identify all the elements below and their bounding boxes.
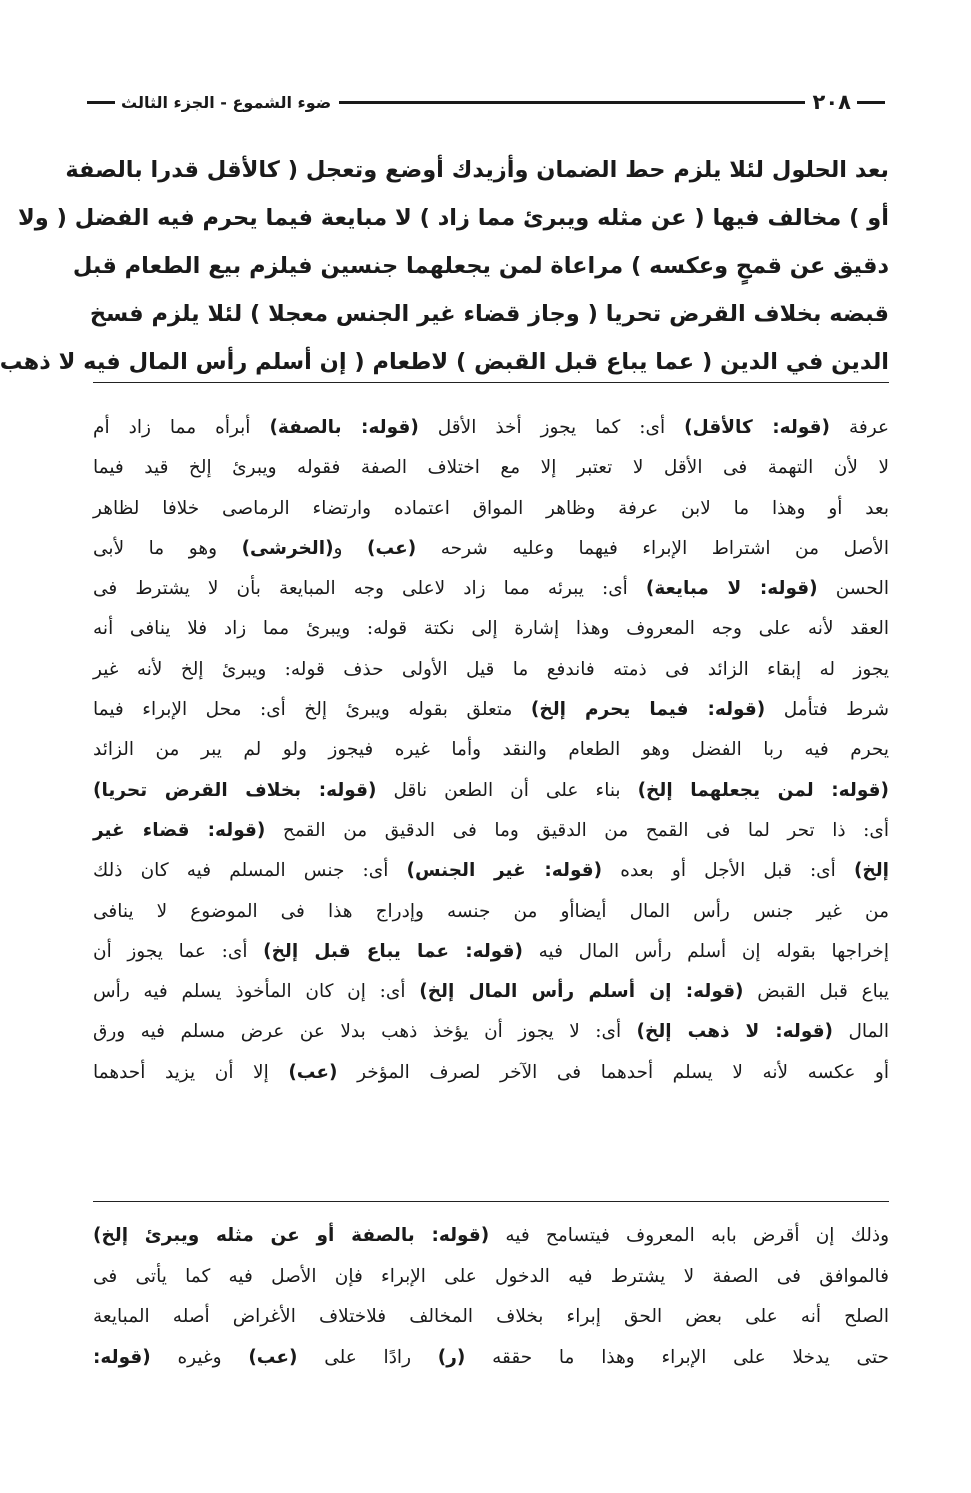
commentary-line	[93, 932, 889, 972]
text-run: الصلح أنه على بعض الحق إبراء بخلاف المخالف فلاختلاف الأغراض أصله المبايعة	[93, 1306, 889, 1327]
header-dash	[857, 101, 885, 104]
text-run: بناء على أن الطعن ناقل	[376, 779, 638, 801]
section-divider	[93, 382, 889, 383]
footnote-line	[93, 1297, 889, 1338]
commentary-line	[93, 851, 889, 891]
bold-citation: (قوله: فيما يحرم إلخ)	[530, 699, 766, 721]
bold-citation: (قوله: لمن يجعلهما إلخ)	[637, 779, 889, 801]
bold-citation: (قوله: بخلاف القرض تحريا)	[93, 779, 377, 801]
text-run: أى: يبرئه مما زاد لاعلى وجه المبايعة بأن لا يشترط فى	[93, 578, 646, 600]
commentary-line	[93, 892, 889, 932]
main-text-line: أو ) مخالف فيها ( عن مثله ويبرئ مما زاد ) لا مبايعة فيما يحرم فيه الفضل ( ولا	[18, 205, 889, 231]
text-run: يباع قبل القبض	[743, 981, 889, 1003]
commentary-line	[93, 569, 889, 609]
commentary-line	[93, 771, 889, 811]
text-run: و	[333, 537, 368, 559]
page-number: ٢٠٨	[812, 90, 851, 114]
bold-citation: (قوله:	[93, 1346, 151, 1368]
text-run: أى: عما يجوز أن	[93, 940, 264, 962]
commentary-line	[93, 730, 889, 770]
text-run: عرفة	[830, 417, 890, 438]
commentary-line	[93, 811, 889, 851]
text-run: بعد أو وهذا ما لابن عرفة وظاهر المواق اعتماده وارتضاء الرماصى خلافا لظاهر	[93, 497, 889, 519]
commentary-line	[93, 489, 889, 529]
text-run: يجوز له إبقاء الزائد فى ذمته فاندفع ما قيل الأولى حذف قوله: ويبرئ إلخ لأنه غير	[93, 658, 889, 680]
bold-citation: (قوله: عما يباع قبل إلخ)	[263, 940, 523, 962]
text-run: العقد لأنه على وجه المعروف وهذا إشارة إلى نكتة قوله: ويبرئ مما زاد فلا ينافى أنه	[93, 618, 889, 640]
commentary-line	[93, 972, 889, 1012]
main-text-line: بعد الحلول لئلا يلزم حط الضمان وأزيدك أوضع وتعجل ( كالأقل قدرا بالصفة	[65, 157, 889, 183]
commentary-line	[93, 529, 889, 569]
bold-citation: إلخ)	[853, 860, 890, 882]
header-rule	[339, 101, 804, 104]
text-run: الحسن	[817, 578, 890, 600]
text-run: أى: إن كان المأخوذ يسلم فيه رأس	[93, 981, 420, 1003]
commentary-line	[93, 690, 889, 730]
text-run: رادًا على	[297, 1346, 438, 1368]
footnote-text	[93, 1216, 889, 1378]
text-run: متعلق بقوله ويبرئ إلخ أى: محل الإبراء فيما	[93, 699, 531, 721]
bold-citation: (قوله: بالصفة)	[269, 417, 419, 438]
text-run: المال	[833, 1021, 890, 1043]
text-run: أى: ذا تحر لما فى القمح من الدقيق وما فى الدقيق من القمح	[265, 819, 889, 841]
bold-citation: (الخرشى)	[241, 537, 334, 559]
main-text	[0, 146, 889, 386]
bold-citation: (قوله: كالأقل)	[684, 417, 831, 438]
text-run: وهو ما لأبى	[93, 537, 242, 559]
bold-citation: (قوله: بالصفة أو عن مثله ويبرئ إلخ)	[93, 1225, 490, 1246]
text-run: إلا أن يزيد أحدهما	[93, 1061, 289, 1083]
text-run: وغيره	[150, 1346, 249, 1368]
bold-citation: (عب)	[367, 537, 417, 559]
text-run: أو عكسه لأنه لا يسلم أحدهما فى الآخر لصرف المؤخر	[337, 1061, 890, 1083]
commentary-line	[93, 1053, 889, 1093]
bold-citation: (قوله: إن أسلم رأس المال إلخ)	[419, 981, 744, 1003]
commentary-line	[93, 448, 889, 488]
commentary-line	[93, 609, 889, 649]
bold-citation: (قوله: لا ذهب إلخ)	[636, 1021, 834, 1043]
text-run: يحرم فيه ربا الفضل وهو الطعام والنقد وأما غيره فيجوز ولو لم يبر من الزائد	[93, 739, 889, 761]
text-run: وذلك إن أقرض بابه المعروف فيتسامح فيه	[489, 1225, 890, 1246]
text-run: شرط فتأمل	[765, 699, 889, 721]
bold-citation: (عب)	[288, 1061, 338, 1083]
text-run: أى: قبل الأجل أو بعده	[602, 860, 854, 882]
header-dash	[87, 101, 115, 104]
running-header	[81, 88, 891, 116]
text-run: أبرأه مما زاد أم	[93, 417, 270, 438]
section-divider	[93, 1201, 889, 1202]
footnote-line	[93, 1257, 889, 1298]
text-run: أى: جنس المسلم فيه كان ذلك	[93, 860, 407, 882]
text-run: إخراجها بقوله إن أسلم رأس المال فيه	[522, 940, 889, 962]
text-run: الأصل من اشتراط الإبراء فيهما وعليه شرحه	[416, 537, 889, 559]
text-run: أى: كما يجوز أخذ الأقل	[418, 417, 685, 438]
book-title: ضوء الشموع - الجزء الثالث	[121, 92, 332, 112]
main-text-line: دقيق عن قمحٍ وعكسه ) مراعاة لمن يجعلهما جنسين فيلزم بيع الطعام قبل	[72, 253, 889, 279]
text-run: فالموافق فى الصفة لا يشترط فيه الدخول على الإبراء فإن الأصل فيه كما يأتى فى	[93, 1265, 889, 1287]
text-run: أى: لا يجوز أن يؤخذ ذهب بدلا عن عرض مسلم فيه ورق	[93, 1021, 637, 1043]
bold-citation: (قوله: غير الجنس)	[406, 860, 603, 882]
main-text-line: قبضه بخلاف القرض تحريا ( وجاز قضاء غير الجنس معجلا ) لئلا يلزم فسخ	[89, 301, 889, 327]
bold-citation: (قوله: قضاء غير	[93, 819, 266, 841]
bold-citation: (ر)	[437, 1346, 466, 1368]
bold-citation: (عب)	[248, 1346, 298, 1368]
commentary-text	[93, 408, 889, 1093]
main-text-line: الدين في الدين ( عما يباع قبل القبض ) لاطعام ( إن أسلم رأس المال فيه لا ذهب	[0, 349, 889, 375]
bold-citation: (قوله: لا مبايعة)	[645, 578, 818, 600]
commentary-line	[93, 650, 889, 690]
text-run: حتى يدخلا على الإبراء وهذا ما حققه	[465, 1346, 889, 1368]
commentary-line	[93, 408, 889, 448]
text-run: لا لأن التهمة فى الأقل لا تعتبر إلا مع اختلاف الصفة فقوله ويبرئ إلخ قيد فيما	[93, 457, 889, 479]
text-run: من غير جنس رأس المال أيضاأو من جنسه وإدراج هذا فى الموضوع لا ينافى	[93, 900, 889, 922]
commentary-line	[93, 1012, 889, 1052]
footnote-line	[93, 1338, 889, 1379]
footnote-line	[93, 1216, 889, 1257]
